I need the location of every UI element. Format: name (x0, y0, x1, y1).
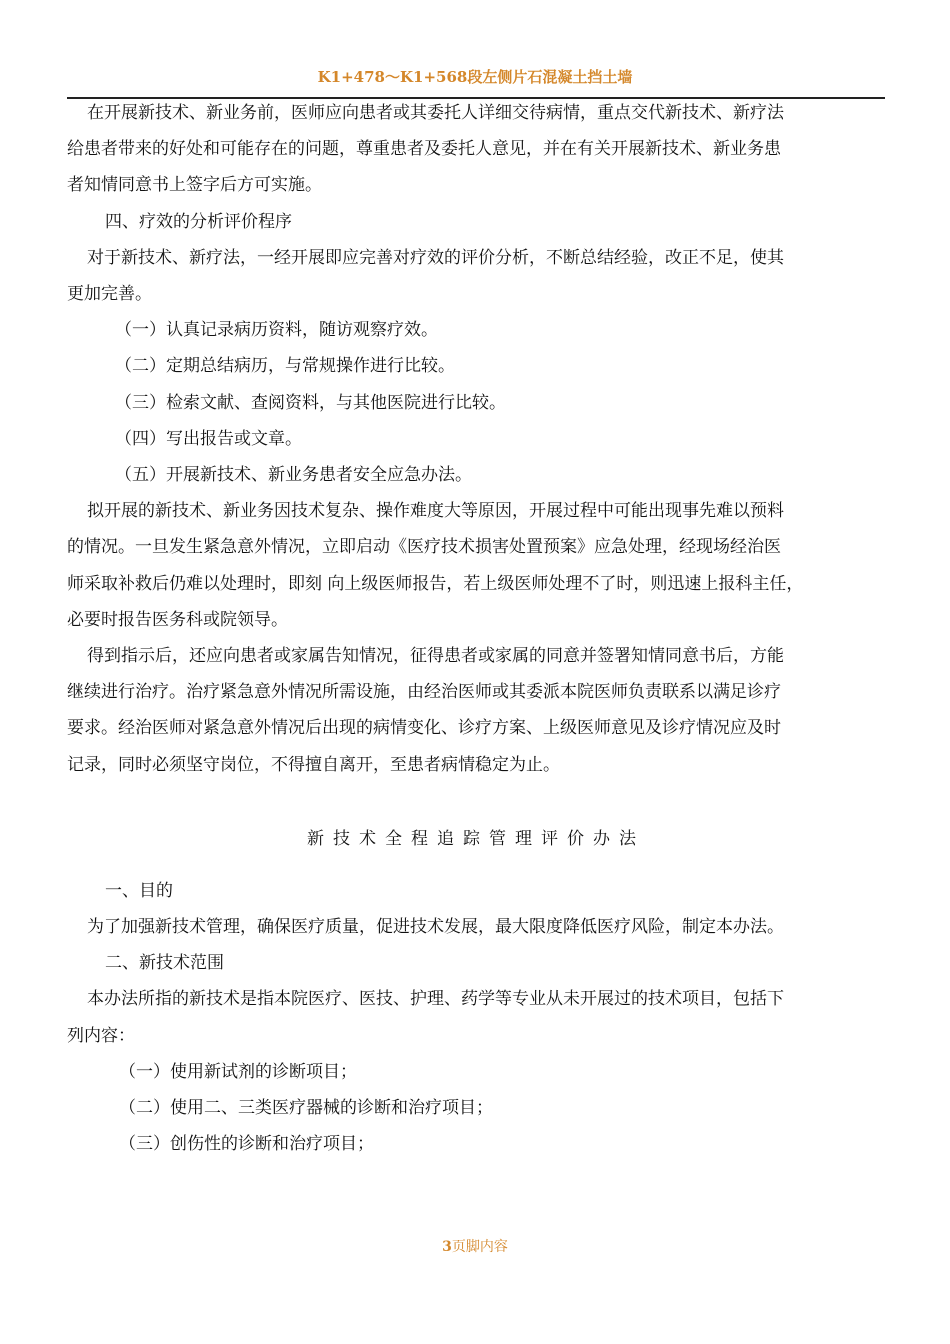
list-item: （二）定期总结病历，与常规操作进行比较。 (115, 356, 455, 377)
paragraph-line: 列内容： (67, 1025, 135, 1046)
footer-label: 页脚内容 (451, 1239, 508, 1255)
list-item: （三）检索文献、查阅资料，与其他医院进行比较。 (115, 392, 506, 413)
paragraph-line: 必要时报告医务科或院领导。 (67, 609, 288, 630)
paragraph-line: 拟开展的新技术、新业务因技术复杂、操作难度大等原因，开展过程中可能出现事先难以预料 (87, 501, 784, 522)
section-heading: 二、新技术范围 (105, 953, 224, 974)
list-item: （一）使用新试剂的诊断项目； (119, 1061, 357, 1082)
paragraph-line: 者知情同意书上签字后方可实施。 (67, 175, 322, 196)
page-footer (0, 1236, 950, 1256)
paragraph-line: 继续进行治疗。治疗紧急意外情况所需设施，由经治医师或其委派本院医师负责联系以满足诊疗 (67, 682, 781, 703)
section-heading: 四、疗效的分析评价程序 (105, 211, 292, 232)
paragraph-line: 得到指示后，还应向患者或家属告知情况，征得患者或家属的同意并签署知情同意书后，方能 (87, 646, 784, 667)
document-body (67, 95, 885, 1162)
paragraph-line: 在开展新技术、新业务前，医师应向患者或其委托人详细交待病情，重点交代新技术、新疗法 (87, 103, 784, 123)
page-number: 3 (442, 1239, 452, 1255)
list-item: （五）开展新技术、新业务患者安全应急办法。 (115, 465, 472, 486)
paragraph-line: 记录，同时必须坚守岗位，不得擅自离开，至患者病情稳定为止。 (67, 754, 560, 775)
paragraph-line: 更加完善。 (67, 284, 152, 305)
paragraph-line: 给患者带来的好处和可能存在的问题，尊重患者及委托人意见，并在有关开展新技术、新业务患 (67, 139, 781, 160)
section-heading: 一、目的 (105, 880, 173, 901)
page-header-title: K1+478～K1+568段左侧片石混凝土挡土墙 (317, 68, 633, 86)
spacer (67, 857, 885, 873)
paragraph-line: 的情况。一旦发生紧急意外情况，立即启动《医疗技术损害处置预案》应急处理，经现场经治医 (67, 537, 781, 558)
list-item: （三）创伤性的诊断和治疗项目； (119, 1134, 374, 1155)
list-item: （二）使用二、三类医疗器械的诊断和治疗项目； (119, 1098, 493, 1119)
paragraph-line: 为了加强新技术管理，确保医疗质量，促进技术发展，最大限度降低医疗风险，制定本办法。 (87, 917, 784, 938)
spacer (67, 783, 885, 821)
paragraph-line: 要求。经治医师对紧急意外情况后出现的病情变化、诊疗方案、上级医师意见及诊疗情况应及时 (67, 718, 781, 739)
list-item: （四）写出报告或文章。 (115, 428, 302, 449)
list-item: （一）认真记录病历资料，随访观察疗效。 (115, 320, 438, 341)
paragraph-line: 师采取补救后仍难以处理时，即刻 向上级医师报告，若上级医师处理不了时，则迅速上报科主任， (67, 573, 804, 594)
paragraph-line: 对于新技术、新疗法，一经开展即应完善对疗效的评价分析，不断总结经验，改正不足，使其 (87, 247, 784, 268)
paragraph-line: 本办法所指的新技术是指本院医疗、医技、护理、药学等专业从未开展过的技术项目，包括下 (87, 989, 784, 1010)
section-title: 新技术全程追踪管理评价办法 (307, 828, 645, 849)
